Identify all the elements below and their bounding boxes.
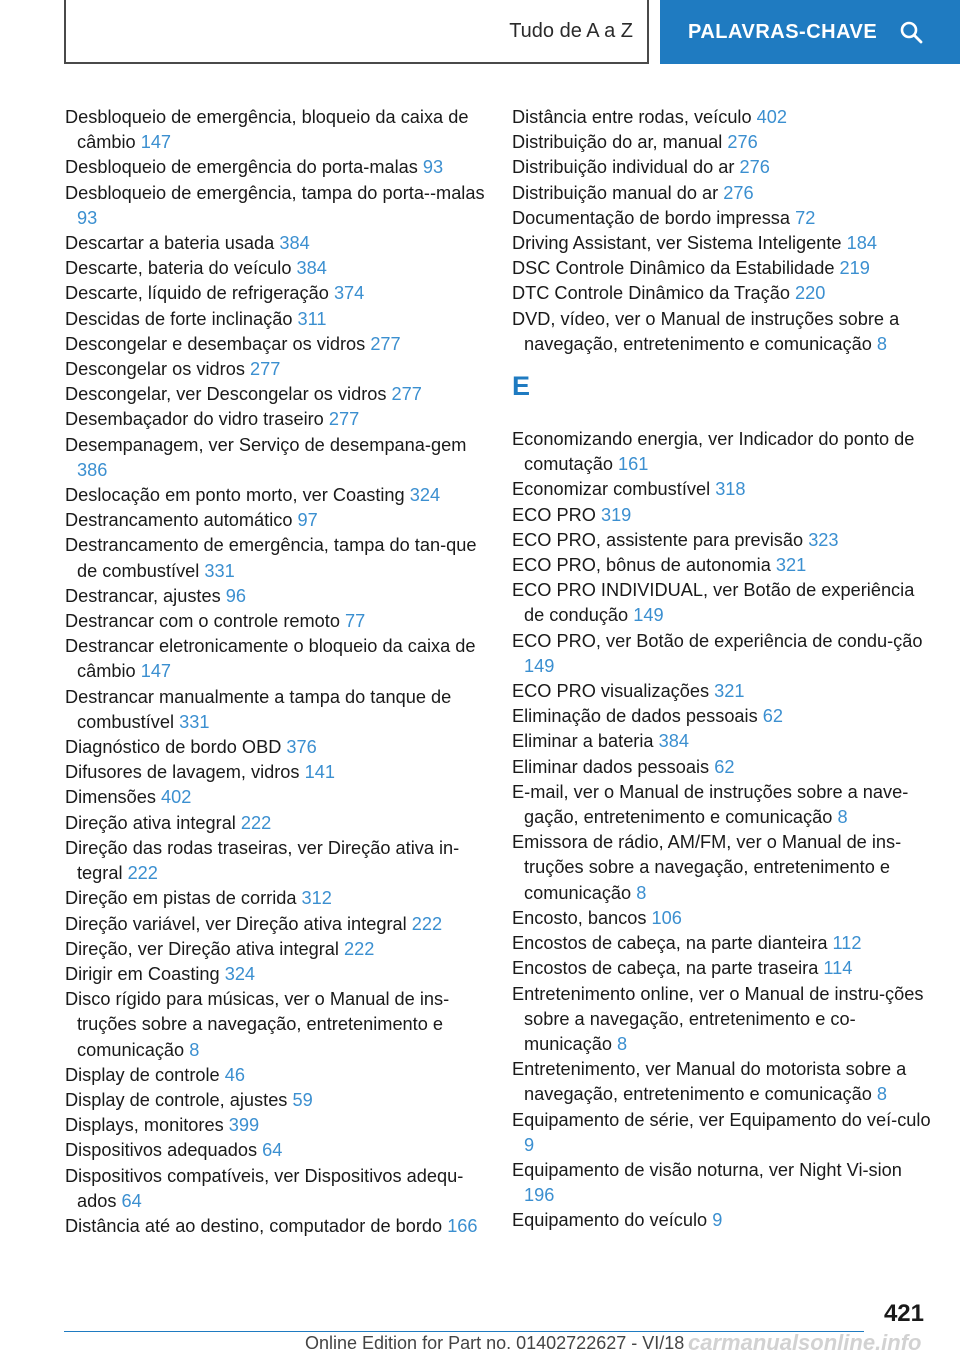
index-entry bbox=[512, 503, 937, 528]
index-entry-text: Deslocação em ponto morto, ver Coasting bbox=[65, 485, 405, 506]
index-entry-text: Distância entre rodas, veículo bbox=[512, 107, 752, 127]
index-entry-text: Descarte, líquido de refrigeração bbox=[65, 283, 329, 304]
index-entry-text: Destrancar manualmente a tampa do tanque de combustível bbox=[65, 686, 452, 732]
index-entry bbox=[512, 130, 937, 155]
index-page-link[interactable]: 220 bbox=[795, 283, 826, 304]
index-entry bbox=[65, 105, 485, 155]
index-entry-text: Dirigir em Coasting bbox=[65, 963, 220, 984]
index-page-link[interactable]: 141 bbox=[304, 762, 335, 783]
index-page-link[interactable]: 324 bbox=[409, 485, 441, 506]
index-entry-text: DTC Controle Dinâmico da Tração bbox=[512, 283, 790, 304]
index-entry-text: Destrancamento automático bbox=[65, 510, 293, 531]
index-entry-text: Direção, ver Direção ativa integral bbox=[65, 938, 339, 959]
index-page-link[interactable]: 96 bbox=[225, 585, 246, 606]
index-entry bbox=[65, 836, 485, 886]
page-number: 421 bbox=[883, 1300, 924, 1327]
index-page-link[interactable]: 277 bbox=[391, 384, 422, 405]
index-entry bbox=[512, 755, 937, 780]
index-page-link[interactable]: 46 bbox=[224, 1064, 245, 1085]
index-entry-text: ECO PRO, ver Botão de experiência de condu-ção bbox=[512, 630, 923, 651]
index-entry-text: E-mail, ver o Manual de instruções sobre a nave-gação, entretenimento e comunicação bbox=[512, 781, 909, 828]
index-entry bbox=[65, 357, 485, 382]
index-entry-text: Documentação de bordo impressa bbox=[512, 207, 791, 228]
index-page-link[interactable]: 149 bbox=[524, 655, 555, 676]
index-entry-text: DVD, vídeo, ver o Manual de instruções sobre a navegação, entretenimento e comunicação bbox=[512, 308, 900, 354]
index-entry-text: ECO PRO, bônus de autonomia bbox=[512, 555, 771, 576]
index-page-link[interactable]: 277 bbox=[370, 333, 401, 354]
index-entry bbox=[512, 528, 937, 553]
index-page-link[interactable]: 219 bbox=[839, 258, 870, 279]
index-entry-text: ECO PRO visualizações bbox=[512, 681, 710, 702]
index-entry-text: Descarte, bateria do veículo bbox=[65, 258, 292, 279]
index-page-link[interactable]: 149 bbox=[633, 605, 664, 626]
index-entry bbox=[65, 987, 485, 1063]
index-page-link[interactable]: 64 bbox=[262, 1140, 283, 1161]
index-page-link[interactable]: 106 bbox=[651, 907, 682, 928]
index-page-link[interactable]: 147 bbox=[140, 132, 172, 153]
index-entry-text: Economizar combustível bbox=[512, 479, 711, 500]
index-entry-text: ECO PRO bbox=[512, 504, 596, 525]
index-page-link[interactable]: 147 bbox=[140, 661, 172, 682]
index-entry bbox=[65, 785, 485, 810]
index-entry-text: Encosto, bancos bbox=[512, 907, 647, 928]
index-page-link[interactable]: 276 bbox=[727, 132, 758, 153]
index-entry bbox=[65, 407, 485, 432]
index-entry bbox=[512, 281, 937, 306]
index-page-link[interactable]: 277 bbox=[250, 359, 281, 380]
index-column-left bbox=[65, 105, 485, 1239]
index-entry-text: Dispositivos compatíveis, ver Dispositivos adequ-ados bbox=[65, 1165, 464, 1211]
index-entry-text: Destrancar eletronicamente o bloqueio da caixa de câmbio bbox=[65, 636, 476, 682]
index-page-link[interactable]: 9 bbox=[524, 1134, 535, 1155]
index-entry-text: Disco rígido para músicas, ver o Manual de ins-truções sobre a navegação, entretenimento e comunicação bbox=[65, 989, 450, 1060]
index-entry bbox=[65, 256, 485, 281]
index-page-link[interactable]: 312 bbox=[301, 888, 332, 909]
index-entry-text: Dimensões bbox=[65, 787, 156, 808]
index-entry-text: Desbloqueio de emergência, bloqueio da caixa de câmbio bbox=[65, 107, 469, 153]
edition-text: Online Edition for Part no. 01402722627 - VI/18 bbox=[305, 1333, 685, 1353]
index-entry bbox=[65, 685, 485, 735]
index-page-link[interactable]: 93 bbox=[77, 207, 98, 228]
index-page-link[interactable]: 222 bbox=[411, 913, 443, 934]
index-entry-text: Displays, monitores bbox=[65, 1115, 224, 1136]
index-list-d bbox=[512, 105, 937, 357]
index-entry bbox=[512, 553, 937, 578]
index-page-link[interactable]: 277 bbox=[328, 409, 360, 430]
index-entry-text: Eliminar a bateria bbox=[512, 731, 654, 752]
index-entry-text: Desembaçador do vidro traseiro bbox=[65, 409, 324, 430]
index-page-link[interactable]: 276 bbox=[723, 182, 754, 203]
index-page-link[interactable]: 399 bbox=[228, 1115, 260, 1136]
index-entry-text: Desempanagem, ver Serviço de desempana-gem bbox=[65, 434, 467, 455]
index-page-link[interactable]: 311 bbox=[297, 308, 327, 329]
index-entry-text: Display de controle bbox=[65, 1064, 220, 1085]
index-page-link[interactable]: 72 bbox=[795, 207, 816, 228]
index-entry bbox=[65, 912, 485, 937]
tab-a-to-z[interactable] bbox=[64, 0, 649, 64]
index-entry-text: Eliminar dados pessoais bbox=[512, 756, 710, 777]
index-page-link[interactable]: 276 bbox=[739, 157, 770, 178]
index-page-link[interactable]: 112 bbox=[832, 933, 862, 954]
index-entry-text: Descartar a bateria usada bbox=[65, 233, 275, 254]
index-entry-text: Direção ativa integral bbox=[65, 812, 236, 833]
index-entry bbox=[512, 1108, 937, 1158]
index-page-link[interactable]: 8 bbox=[189, 1039, 200, 1060]
index-entry-text: Entretenimento, ver Manual do motorista sobre a navegação, entretenimento e comunicação bbox=[512, 1059, 907, 1105]
index-page-link[interactable]: 114 bbox=[823, 958, 853, 979]
index-entry bbox=[512, 231, 937, 256]
index-list-e bbox=[512, 427, 937, 1234]
tab-a-to-z-label: Tudo de A a Z bbox=[509, 19, 633, 42]
index-entry bbox=[65, 886, 485, 911]
index-page-link[interactable]: 384 bbox=[658, 731, 689, 752]
index-column-right bbox=[512, 105, 937, 1234]
index-entry bbox=[512, 578, 937, 628]
watermark: carmanualsonline.info bbox=[688, 1330, 922, 1355]
index-page-link[interactable]: 196 bbox=[524, 1185, 555, 1206]
index-page-link[interactable]: 8 bbox=[837, 807, 848, 828]
index-entry-text: ECO PRO, assistente para previsão bbox=[512, 529, 804, 550]
index-entry-text: Distribuição manual do ar bbox=[512, 182, 719, 203]
index-entry-text: DSC Controle Dinâmico da Estabilidade bbox=[512, 258, 835, 279]
index-entry bbox=[512, 1057, 937, 1107]
index-entry bbox=[65, 609, 485, 634]
index-entry-text: Equipamento do veículo bbox=[512, 1210, 708, 1231]
index-page-link[interactable]: 324 bbox=[224, 963, 256, 984]
index-entry bbox=[512, 155, 937, 180]
index-entry bbox=[512, 105, 937, 130]
index-page-link[interactable]: 62 bbox=[762, 706, 783, 727]
index-entry-text: Equipamento de visão noturna, ver Night Vi-sion bbox=[512, 1159, 902, 1180]
index-entry bbox=[65, 1138, 485, 1163]
index-entry-text: Direção das rodas traseiras, ver Direção ativa in-tegral bbox=[65, 837, 460, 884]
index-entry-text: Encostos de cabeça, na parte dianteira bbox=[512, 933, 828, 954]
index-page-link[interactable]: 97 bbox=[297, 510, 318, 531]
index-page-link[interactable]: 321 bbox=[714, 681, 745, 702]
index-entry bbox=[512, 206, 937, 231]
index-entry-text: Direção variável, ver Direção ativa integral bbox=[65, 913, 407, 934]
index-page-link[interactable]: 93 bbox=[422, 157, 444, 178]
index-entry bbox=[65, 760, 485, 785]
index-entry bbox=[65, 1164, 485, 1214]
index-entry bbox=[512, 181, 937, 206]
index-entry-text: Descongelar e desembaçar os vidros bbox=[65, 333, 366, 354]
index-page-link[interactable]: 402 bbox=[161, 787, 192, 808]
index-page-link[interactable]: 376 bbox=[286, 737, 317, 758]
index-entry-text: Eliminação de dados pessoais bbox=[512, 706, 758, 727]
index-entry bbox=[512, 477, 937, 502]
index-entry bbox=[512, 1208, 937, 1233]
index-entry bbox=[65, 508, 485, 533]
index-entry-text: Destrancar com o controle remoto bbox=[65, 611, 340, 632]
index-page-link[interactable]: 9 bbox=[712, 1210, 723, 1231]
section-letter: E bbox=[512, 371, 531, 402]
index-entry bbox=[65, 811, 485, 836]
index-entry-text: Diagnóstico de bordo OBD bbox=[65, 737, 282, 758]
index-entry bbox=[512, 780, 937, 830]
index-entry bbox=[512, 679, 937, 704]
index-entry-text: Driving Assistant, ver Sistema Inteligente bbox=[512, 233, 842, 254]
index-page-link[interactable]: 77 bbox=[345, 611, 366, 632]
index-entry-text: Difusores de lavagem, vidros bbox=[65, 762, 300, 783]
index-page-link[interactable]: 64 bbox=[121, 1190, 142, 1211]
index-entry bbox=[65, 1063, 485, 1088]
index-entry bbox=[65, 155, 485, 180]
index-entry bbox=[512, 704, 937, 729]
index-entry-text: Emissora de rádio, AM/FM, ver o Manual de ins-truções sobre a navegação, entretenimento e comunicação bbox=[512, 832, 902, 903]
tab-keywords[interactable] bbox=[660, 0, 960, 64]
index-entry-text: Descongelar, ver Descongelar os vidros bbox=[65, 384, 387, 405]
index-entry-text: Desbloqueio de emergência, tampa do porta--malas bbox=[65, 182, 485, 203]
index-entry bbox=[65, 634, 485, 684]
index-entry-text: Destrancamento de emergência, tampa do tan-que de combustível bbox=[65, 535, 477, 581]
index-entry bbox=[512, 956, 937, 981]
index-page-link[interactable]: 384 bbox=[296, 258, 327, 279]
index-page-link[interactable]: 321 bbox=[775, 555, 807, 576]
search-icon[interactable] bbox=[899, 20, 923, 44]
index-entry bbox=[65, 735, 485, 760]
index-page-link[interactable]: 166 bbox=[447, 1215, 478, 1236]
index-page-link[interactable]: 59 bbox=[292, 1089, 313, 1110]
index-entry bbox=[65, 231, 485, 256]
index-page-link[interactable]: 62 bbox=[714, 756, 735, 777]
index-entry-text: Distância até ao destino, computador de bordo bbox=[65, 1215, 443, 1236]
index-entry bbox=[512, 729, 937, 754]
index-entry-text: Display de controle, ajustes bbox=[65, 1089, 288, 1110]
index-entry bbox=[65, 332, 485, 357]
index-page-link[interactable]: 331 bbox=[204, 560, 235, 581]
tab-keywords-label: PALAVRAS-CHAVE bbox=[688, 20, 878, 43]
index-page-link[interactable]: 318 bbox=[715, 479, 746, 500]
index-entry bbox=[65, 433, 485, 483]
index-entry bbox=[65, 382, 485, 407]
index-page-link[interactable]: 161 bbox=[618, 454, 649, 475]
index-page-link[interactable]: 8 bbox=[876, 333, 887, 354]
index-entry bbox=[65, 1214, 485, 1239]
index-entry bbox=[65, 281, 485, 306]
index-entry-text: Desbloqueio de emergência do porta-malas bbox=[65, 157, 418, 178]
index-entry bbox=[512, 982, 937, 1058]
index-entry bbox=[512, 256, 937, 281]
index-page-link[interactable]: 222 bbox=[127, 863, 158, 884]
index-entry-text: Destrancar, ajustes bbox=[65, 585, 221, 606]
index-entry bbox=[65, 584, 485, 609]
index-entry bbox=[65, 483, 485, 508]
index-entry-text: Entretenimento online, ver o Manual de instru-ções sobre a navegação, entretenimento e co-municação bbox=[512, 983, 924, 1054]
index-entry-text: Dispositivos adequados bbox=[65, 1140, 258, 1161]
index-entry-text: Distribuição individual do ar bbox=[512, 157, 735, 178]
index-entry bbox=[512, 427, 937, 477]
index-entry bbox=[512, 307, 937, 357]
index-entry-text: Descongelar os vidros bbox=[65, 359, 245, 380]
index-entry bbox=[65, 962, 485, 987]
index-entry bbox=[512, 931, 937, 956]
index-entry-text: Descidas de forte inclinação bbox=[65, 308, 293, 329]
index-page-link[interactable]: 8 bbox=[636, 882, 647, 903]
index-entry bbox=[65, 1088, 485, 1113]
index-entry bbox=[65, 307, 485, 332]
index-entry bbox=[512, 830, 937, 906]
index-entry bbox=[512, 906, 937, 931]
index-page-link[interactable]: 8 bbox=[876, 1084, 887, 1105]
index-page-link[interactable]: 323 bbox=[808, 529, 839, 550]
index-page-link[interactable]: 331 bbox=[179, 711, 210, 732]
index-entry bbox=[65, 533, 485, 583]
index-entry bbox=[512, 629, 937, 679]
index-page-link[interactable]: 222 bbox=[240, 812, 272, 833]
index-entry-text: ECO PRO INDIVIDUAL, ver Botão de experiência de condução bbox=[512, 580, 915, 626]
index-entry-text: Economizando energia, ver Indicador do ponto de comutação bbox=[512, 429, 915, 475]
index-page-link[interactable]: 184 bbox=[846, 233, 877, 254]
index-entry bbox=[512, 1158, 937, 1208]
index-page-link[interactable]: 222 bbox=[344, 938, 375, 959]
index-entry-text: Equipamento de série, ver Equipamento do veí-culo bbox=[512, 1109, 931, 1130]
index-entry-text: Direção em pistas de corrida bbox=[65, 888, 297, 909]
index-page-link[interactable]: 386 bbox=[77, 459, 108, 480]
index-page-link[interactable]: 374 bbox=[333, 283, 365, 304]
index-entry bbox=[65, 937, 485, 962]
index-entry-text: Distribuição do ar, manual bbox=[512, 132, 723, 153]
index-page-link[interactable]: 319 bbox=[600, 504, 632, 525]
index-entry bbox=[65, 1113, 485, 1138]
index-entry-text: Encostos de cabeça, na parte traseira bbox=[512, 958, 819, 979]
index-page-link[interactable]: 384 bbox=[279, 233, 310, 254]
index-page-link[interactable]: 402 bbox=[756, 107, 788, 127]
index-page-link[interactable]: 8 bbox=[617, 1033, 628, 1054]
index-entry bbox=[65, 181, 485, 231]
